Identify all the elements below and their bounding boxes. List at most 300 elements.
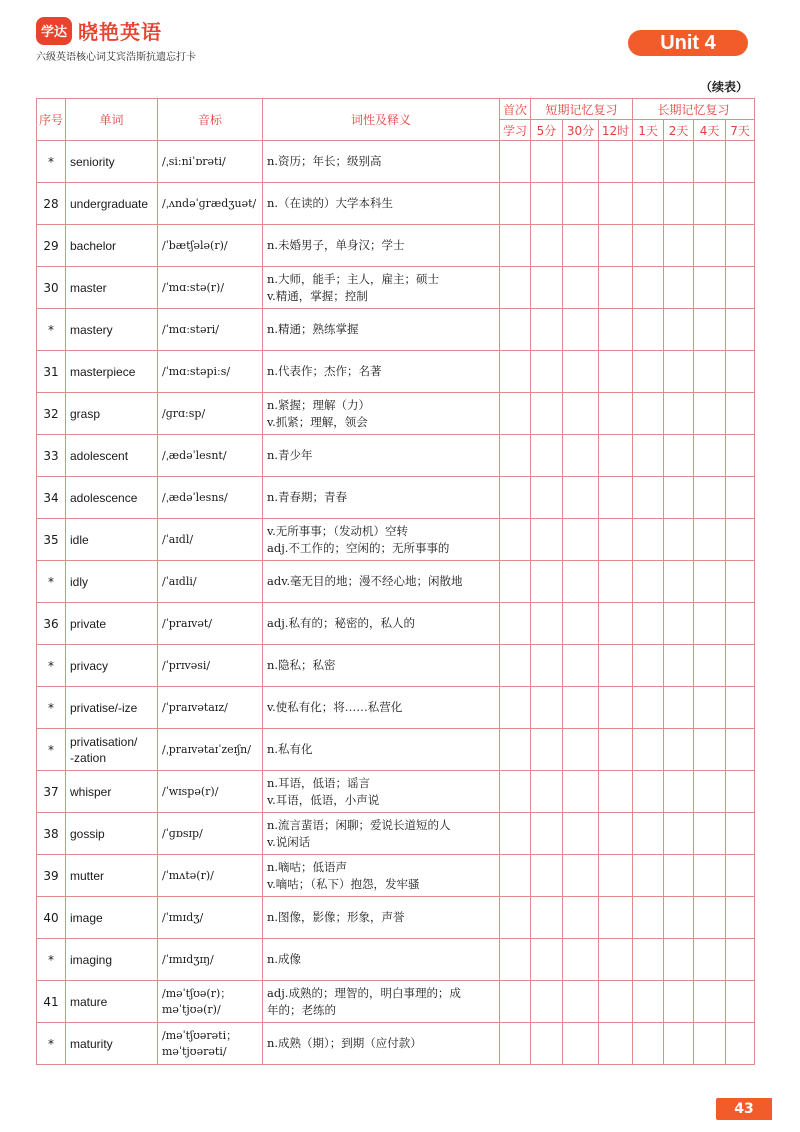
row-word: privatise/-ize bbox=[66, 687, 158, 729]
check-4d bbox=[694, 351, 726, 393]
check-1d bbox=[633, 561, 664, 603]
row-phonetic: /ˌʌndəˈɡrædʒuət/ bbox=[158, 183, 263, 225]
row-word: private bbox=[66, 603, 158, 645]
row-number: * bbox=[37, 309, 66, 351]
check-first bbox=[500, 309, 531, 351]
row-meaning bbox=[263, 729, 500, 771]
check-first bbox=[500, 981, 531, 1023]
row-number: 40 bbox=[37, 897, 66, 939]
check-4d bbox=[694, 435, 726, 477]
check-first bbox=[500, 477, 531, 519]
row-meaning bbox=[263, 813, 500, 855]
check-1d bbox=[633, 855, 664, 897]
check-12h bbox=[599, 939, 633, 981]
check-4d bbox=[694, 561, 726, 603]
check-1d bbox=[633, 1023, 664, 1065]
row-number: * bbox=[37, 687, 66, 729]
row-phonetic: /ˌædəˈlesnt/ bbox=[158, 435, 263, 477]
row-word: mature bbox=[66, 981, 158, 1023]
check-5min bbox=[531, 687, 563, 729]
row-word: grasp bbox=[66, 393, 158, 435]
check-7d bbox=[726, 561, 755, 603]
check-12h bbox=[599, 477, 633, 519]
row-number: 38 bbox=[37, 813, 66, 855]
check-7d bbox=[726, 183, 755, 225]
row-word: adolescence bbox=[66, 477, 158, 519]
check-first bbox=[500, 183, 531, 225]
check-7d bbox=[726, 519, 755, 561]
header-long-1d: 1天 bbox=[633, 120, 664, 141]
row-phonetic: /ˈɡɒsɪp/ bbox=[158, 813, 263, 855]
check-7d bbox=[726, 477, 755, 519]
check-2d bbox=[664, 267, 694, 309]
check-2d bbox=[664, 687, 694, 729]
check-first bbox=[500, 645, 531, 687]
check-12h bbox=[599, 813, 633, 855]
row-number: 37 bbox=[37, 771, 66, 813]
continued-label: （续表） bbox=[699, 80, 748, 94]
row-phonetic: /ˈpraɪvətaɪz/ bbox=[158, 687, 263, 729]
check-1d bbox=[633, 435, 664, 477]
check-2d bbox=[664, 183, 694, 225]
check-5min bbox=[531, 519, 563, 561]
row-word: masterpiece bbox=[66, 351, 158, 393]
check-30min bbox=[563, 309, 599, 351]
vocab-table-body bbox=[37, 141, 755, 1065]
row-word: idly bbox=[66, 561, 158, 603]
check-4d bbox=[694, 603, 726, 645]
check-1d bbox=[633, 939, 664, 981]
check-1d bbox=[633, 771, 664, 813]
row-number: 35 bbox=[37, 519, 66, 561]
check-7d bbox=[726, 813, 755, 855]
check-12h bbox=[599, 351, 633, 393]
check-5min bbox=[531, 351, 563, 393]
check-5min bbox=[531, 309, 563, 351]
row-number: * bbox=[37, 561, 66, 603]
table-row bbox=[37, 351, 755, 393]
check-12h bbox=[599, 141, 633, 183]
unit-badge: Unit 4 bbox=[628, 30, 748, 56]
brand bbox=[36, 16, 162, 45]
check-30min bbox=[563, 267, 599, 309]
check-7d bbox=[726, 939, 755, 981]
check-7d bbox=[726, 141, 755, 183]
check-2d bbox=[664, 141, 694, 183]
check-12h bbox=[599, 435, 633, 477]
check-5min bbox=[531, 477, 563, 519]
meaning-line: 年的；老练的 bbox=[267, 1002, 336, 1017]
check-1d bbox=[633, 897, 664, 939]
check-30min bbox=[563, 1023, 599, 1065]
check-2d bbox=[664, 813, 694, 855]
check-30min bbox=[563, 351, 599, 393]
table-row bbox=[37, 477, 755, 519]
meaning-line: n.流言蜚语；闲聊；爱说长道短的人 bbox=[267, 817, 451, 832]
page-number: 43 bbox=[716, 1098, 772, 1120]
check-4d bbox=[694, 519, 726, 561]
check-first bbox=[500, 561, 531, 603]
check-2d bbox=[664, 771, 694, 813]
check-first bbox=[500, 855, 531, 897]
check-5min bbox=[531, 897, 563, 939]
meaning-line: n.隐私；私密 bbox=[267, 658, 336, 672]
row-meaning bbox=[263, 1023, 500, 1065]
check-4d bbox=[694, 225, 726, 267]
row-meaning bbox=[263, 645, 500, 687]
table-row bbox=[37, 645, 755, 687]
check-2d bbox=[664, 897, 694, 939]
header-word: 单词 bbox=[66, 99, 158, 141]
check-7d bbox=[726, 981, 755, 1023]
table-row bbox=[37, 141, 755, 183]
check-5min bbox=[531, 729, 563, 771]
meaning-line: n.图像，影像；形象，声誉 bbox=[267, 910, 405, 924]
row-phonetic: /ˌpraɪvətaɪˈzeɪʃn/ bbox=[158, 729, 263, 771]
header-meaning: 词性及释义 bbox=[263, 99, 500, 141]
check-1d bbox=[633, 477, 664, 519]
row-meaning bbox=[263, 477, 500, 519]
check-7d bbox=[726, 771, 755, 813]
row-meaning bbox=[263, 519, 500, 561]
header-first: 首次 bbox=[500, 99, 531, 120]
row-meaning bbox=[263, 561, 500, 603]
check-12h bbox=[599, 561, 633, 603]
row-meaning bbox=[263, 225, 500, 267]
check-2d bbox=[664, 435, 694, 477]
check-5min bbox=[531, 267, 563, 309]
row-meaning bbox=[263, 939, 500, 981]
check-5min bbox=[531, 225, 563, 267]
check-2d bbox=[664, 225, 694, 267]
meaning-line: n.资历；年长；级别高 bbox=[267, 154, 382, 168]
check-2d bbox=[664, 351, 694, 393]
check-30min bbox=[563, 813, 599, 855]
check-30min bbox=[563, 855, 599, 897]
meaning-line: v.精通，掌握；控制 bbox=[267, 288, 368, 303]
meaning-line: v.耳语，低语，小声说 bbox=[267, 792, 380, 807]
check-5min bbox=[531, 561, 563, 603]
check-5min bbox=[531, 435, 563, 477]
check-12h bbox=[599, 183, 633, 225]
check-1d bbox=[633, 687, 664, 729]
row-number: 31 bbox=[37, 351, 66, 393]
row-word: mastery bbox=[66, 309, 158, 351]
row-number: * bbox=[37, 141, 66, 183]
check-first bbox=[500, 351, 531, 393]
table-row bbox=[37, 813, 755, 855]
brand-logo: 学达 bbox=[36, 17, 72, 45]
row-number: * bbox=[37, 1023, 66, 1065]
meaning-line: n.未婚男子，单身汉；学士 bbox=[267, 238, 405, 252]
check-4d bbox=[694, 813, 726, 855]
check-4d bbox=[694, 687, 726, 729]
check-2d bbox=[664, 519, 694, 561]
row-meaning bbox=[263, 603, 500, 645]
check-4d bbox=[694, 141, 726, 183]
check-first bbox=[500, 687, 531, 729]
check-7d bbox=[726, 393, 755, 435]
check-30min bbox=[563, 141, 599, 183]
check-7d bbox=[726, 855, 755, 897]
row-word: bachelor bbox=[66, 225, 158, 267]
meaning-line: n.精通；熟练掌握 bbox=[267, 322, 359, 336]
table-row bbox=[37, 267, 755, 309]
check-1d bbox=[633, 267, 664, 309]
check-2d bbox=[664, 561, 694, 603]
check-7d bbox=[726, 435, 755, 477]
table-row bbox=[37, 225, 755, 267]
header-long-4d: 4天 bbox=[694, 120, 726, 141]
check-7d bbox=[726, 267, 755, 309]
check-1d bbox=[633, 813, 664, 855]
check-30min bbox=[563, 687, 599, 729]
check-30min bbox=[563, 771, 599, 813]
row-meaning bbox=[263, 183, 500, 225]
check-first bbox=[500, 939, 531, 981]
check-5min bbox=[531, 141, 563, 183]
row-number: * bbox=[37, 729, 66, 771]
row-phonetic: /ˈɪmɪdʒ/ bbox=[158, 897, 263, 939]
check-4d bbox=[694, 939, 726, 981]
brand-name: 晓艳英语 bbox=[78, 20, 162, 44]
row-phonetic: /ˈmɑːstəpiːs/ bbox=[158, 351, 263, 393]
check-12h bbox=[599, 309, 633, 351]
check-1d bbox=[633, 393, 664, 435]
check-first bbox=[500, 771, 531, 813]
check-4d bbox=[694, 771, 726, 813]
header-first-sub: 学习 bbox=[500, 120, 531, 141]
meaning-line: n.紧握；理解（力） bbox=[267, 397, 371, 412]
row-phonetic: /ˈɪmɪdʒɪŋ/ bbox=[158, 939, 263, 981]
header-short-term: 短期记忆复习 bbox=[531, 99, 633, 120]
row-meaning bbox=[263, 351, 500, 393]
check-30min bbox=[563, 519, 599, 561]
row-meaning bbox=[263, 687, 500, 729]
check-5min bbox=[531, 813, 563, 855]
row-phonetic: /ˈaɪdli/ bbox=[158, 561, 263, 603]
row-meaning bbox=[263, 267, 500, 309]
check-30min bbox=[563, 603, 599, 645]
row-phonetic: /məˈtʃʊə(r)； məˈtjʊə(r)/ bbox=[158, 981, 263, 1023]
check-7d bbox=[726, 729, 755, 771]
check-7d bbox=[726, 897, 755, 939]
check-12h bbox=[599, 981, 633, 1023]
check-1d bbox=[633, 729, 664, 771]
row-number: 33 bbox=[37, 435, 66, 477]
meaning-line: adj.不工作的；空闲的；无所事事的 bbox=[267, 540, 450, 555]
check-12h bbox=[599, 855, 633, 897]
check-7d bbox=[726, 645, 755, 687]
row-number: 29 bbox=[37, 225, 66, 267]
check-2d bbox=[664, 939, 694, 981]
check-first bbox=[500, 435, 531, 477]
row-phonetic: /ˌsiːniˈɒrəti/ bbox=[158, 141, 263, 183]
table-row bbox=[37, 603, 755, 645]
meaning-line: n.代表作；杰作；名著 bbox=[267, 364, 382, 378]
meaning-line: n.成像 bbox=[267, 952, 302, 966]
check-30min bbox=[563, 183, 599, 225]
check-2d bbox=[664, 645, 694, 687]
check-12h bbox=[599, 267, 633, 309]
row-word: privacy bbox=[66, 645, 158, 687]
check-12h bbox=[599, 729, 633, 771]
row-phonetic: /məˈtʃʊərəti； məˈtjʊərəti/ bbox=[158, 1023, 263, 1065]
check-2d bbox=[664, 1023, 694, 1065]
row-phonetic: /ˈpraɪvət/ bbox=[158, 603, 263, 645]
check-1d bbox=[633, 225, 664, 267]
row-word: master bbox=[66, 267, 158, 309]
table-row bbox=[37, 855, 755, 897]
row-word: undergraduate bbox=[66, 183, 158, 225]
check-first bbox=[500, 141, 531, 183]
meaning-line: n.青少年 bbox=[267, 448, 313, 462]
vocab-table bbox=[36, 98, 755, 1065]
check-7d bbox=[726, 351, 755, 393]
header-long-term: 长期记忆复习 bbox=[633, 99, 755, 120]
row-number: 36 bbox=[37, 603, 66, 645]
check-30min bbox=[563, 645, 599, 687]
row-word: image bbox=[66, 897, 158, 939]
check-12h bbox=[599, 897, 633, 939]
meaning-line: n.（在读的）大学本科生 bbox=[267, 196, 394, 210]
check-2d bbox=[664, 477, 694, 519]
table-row bbox=[37, 771, 755, 813]
check-4d bbox=[694, 981, 726, 1023]
meaning-line: n.大师，能手；主人，雇主；硕士 bbox=[267, 271, 440, 286]
meaning-line: n.嘀咕；低语声 bbox=[267, 859, 348, 874]
row-phonetic: /ˈaɪdl/ bbox=[158, 519, 263, 561]
subtitle: 六级英语核心词艾宾浩斯抗遗忘打卡 bbox=[36, 52, 196, 63]
check-5min bbox=[531, 855, 563, 897]
check-first bbox=[500, 603, 531, 645]
check-1d bbox=[633, 981, 664, 1023]
row-phonetic: /ˈmʌtə(r)/ bbox=[158, 855, 263, 897]
row-word: seniority bbox=[66, 141, 158, 183]
check-30min bbox=[563, 981, 599, 1023]
check-1d bbox=[633, 519, 664, 561]
check-12h bbox=[599, 603, 633, 645]
check-30min bbox=[563, 225, 599, 267]
row-phonetic: /ˈmɑːstə(r)/ bbox=[158, 267, 263, 309]
check-first bbox=[500, 267, 531, 309]
header-phonetic: 音标 bbox=[158, 99, 263, 141]
check-4d bbox=[694, 645, 726, 687]
check-7d bbox=[726, 309, 755, 351]
row-word: gossip bbox=[66, 813, 158, 855]
row-word: whisper bbox=[66, 771, 158, 813]
row-number: 41 bbox=[37, 981, 66, 1023]
check-1d bbox=[633, 603, 664, 645]
check-first bbox=[500, 813, 531, 855]
header-short-5min: 5分 bbox=[531, 120, 563, 141]
table-row bbox=[37, 687, 755, 729]
check-12h bbox=[599, 1023, 633, 1065]
check-7d bbox=[726, 603, 755, 645]
check-first bbox=[500, 519, 531, 561]
check-12h bbox=[599, 687, 633, 729]
row-meaning bbox=[263, 393, 500, 435]
meaning-line: adj.成熟的；理智的，明白事理的；成 bbox=[267, 985, 461, 1000]
header-short-30min: 30分 bbox=[563, 120, 599, 141]
row-word: adolescent bbox=[66, 435, 158, 477]
meaning-line: adv.毫无目的地；漫不经心地；闲散地 bbox=[267, 574, 463, 588]
header-long-2d: 2天 bbox=[664, 120, 694, 141]
check-30min bbox=[563, 939, 599, 981]
table-row bbox=[37, 435, 755, 477]
meaning-line: v.抓紧；理解，领会 bbox=[267, 414, 368, 429]
row-number: 28 bbox=[37, 183, 66, 225]
check-2d bbox=[664, 603, 694, 645]
row-word: privatisation/ -zation bbox=[66, 729, 158, 771]
row-meaning bbox=[263, 771, 500, 813]
check-first bbox=[500, 393, 531, 435]
meaning-line: v.嘀咕；（私下）抱怨，发牢骚 bbox=[267, 876, 420, 891]
check-2d bbox=[664, 393, 694, 435]
check-2d bbox=[664, 855, 694, 897]
row-number: * bbox=[37, 939, 66, 981]
check-4d bbox=[694, 1023, 726, 1065]
check-7d bbox=[726, 225, 755, 267]
row-meaning bbox=[263, 981, 500, 1023]
meaning-line: n.青春期；青春 bbox=[267, 490, 348, 504]
table-row bbox=[37, 729, 755, 771]
table-row bbox=[37, 561, 755, 603]
row-meaning bbox=[263, 309, 500, 351]
check-1d bbox=[633, 141, 664, 183]
check-4d bbox=[694, 183, 726, 225]
row-phonetic: /ˈmɑːstəri/ bbox=[158, 309, 263, 351]
row-phonetic: /ˈwɪspə(r)/ bbox=[158, 771, 263, 813]
row-phonetic: /ɡrɑːsp/ bbox=[158, 393, 263, 435]
check-1d bbox=[633, 183, 664, 225]
check-30min bbox=[563, 729, 599, 771]
meaning-line: n.耳语，低语；谣言 bbox=[267, 775, 371, 790]
row-word: imaging bbox=[66, 939, 158, 981]
check-4d bbox=[694, 855, 726, 897]
check-5min bbox=[531, 1023, 563, 1065]
row-number: 39 bbox=[37, 855, 66, 897]
table-row bbox=[37, 1023, 755, 1065]
check-2d bbox=[664, 729, 694, 771]
table-row bbox=[37, 939, 755, 981]
check-7d bbox=[726, 1023, 755, 1065]
row-word: mutter bbox=[66, 855, 158, 897]
row-word: maturity bbox=[66, 1023, 158, 1065]
check-1d bbox=[633, 309, 664, 351]
check-5min bbox=[531, 603, 563, 645]
table-row bbox=[37, 309, 755, 351]
check-first bbox=[500, 897, 531, 939]
check-30min bbox=[563, 393, 599, 435]
check-12h bbox=[599, 771, 633, 813]
table-row bbox=[37, 981, 755, 1023]
check-12h bbox=[599, 393, 633, 435]
check-4d bbox=[694, 393, 726, 435]
row-number: 32 bbox=[37, 393, 66, 435]
check-5min bbox=[531, 393, 563, 435]
row-word: idle bbox=[66, 519, 158, 561]
row-number: 30 bbox=[37, 267, 66, 309]
check-5min bbox=[531, 939, 563, 981]
check-30min bbox=[563, 897, 599, 939]
row-number: 34 bbox=[37, 477, 66, 519]
check-1d bbox=[633, 351, 664, 393]
check-30min bbox=[563, 477, 599, 519]
check-30min bbox=[563, 435, 599, 477]
table-row bbox=[37, 183, 755, 225]
check-4d bbox=[694, 897, 726, 939]
